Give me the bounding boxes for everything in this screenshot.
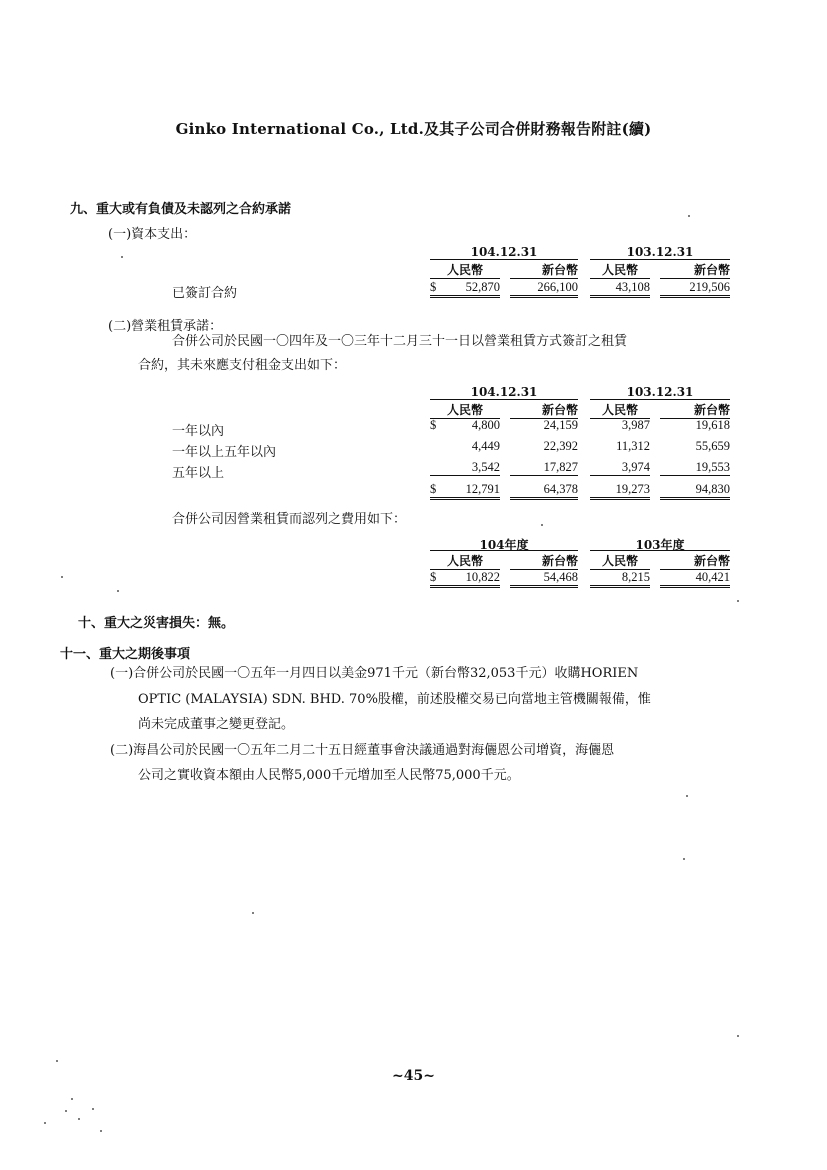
lease-col-1: 人民幣 — [430, 401, 500, 419]
capex-row-label: 已簽訂合約 — [172, 286, 238, 301]
event-2-line-2: 公司之實收資本額由人民幣5,000千元增加至人民幣75,000千元。 — [138, 768, 520, 783]
lease-row-label: 五年以上 — [172, 466, 225, 481]
capex-period-2-rule — [590, 259, 730, 260]
lease-cell: 4,800 — [471, 418, 500, 432]
scan-speck — [100, 1130, 102, 1132]
expense-col-1: 人民幣 — [430, 552, 500, 570]
expense-value-4: 40,421 — [660, 570, 730, 588]
expense-period-2-rule — [590, 550, 730, 551]
scan-speck — [61, 576, 63, 578]
lease-cell: 3,974 — [590, 460, 650, 476]
capex-period-1-rule — [430, 259, 578, 260]
scan-speck — [44, 1122, 46, 1124]
lease-row-label: 一年以上五年以內 — [172, 445, 277, 460]
scan-speck — [92, 1108, 94, 1110]
lease-period-2-rule — [590, 399, 730, 400]
scan-speck — [683, 858, 685, 860]
scan-speck — [737, 600, 739, 602]
capex-col-1: 人民幣 — [430, 261, 500, 279]
lease-cell: 3,987 — [621, 418, 650, 432]
capex-period-2: 103.12.31 — [626, 245, 694, 259]
lease-period-2: 103.12.31 — [626, 385, 694, 399]
expense-currency: $ — [430, 570, 437, 584]
scan-speck — [688, 215, 690, 217]
event-2-line-1: (二)海昌公司於民國一〇五年二月二十五日經董事會決議通過對海儷恩公司增資，海儷恩 — [110, 743, 615, 758]
lease-cell: 22,392 — [543, 439, 578, 453]
capex-label: (一)資本支出： — [108, 227, 197, 242]
lease-currency: $ — [430, 418, 437, 432]
capex-col-3: 人民幣 — [590, 261, 650, 279]
scan-speck — [686, 795, 688, 797]
capex-value-1: 52,870 — [430, 280, 500, 298]
expense-period-1-rule — [430, 550, 578, 551]
expense-period-2: 103年度 — [635, 538, 685, 552]
lease-total: 64,378 — [510, 482, 578, 500]
scan-speck — [78, 1118, 80, 1120]
lease-period-1: 104.12.31 — [470, 385, 538, 399]
lease-period-1-rule — [430, 399, 578, 400]
lease-expense-intro: 合併公司因營業租賃而認列之費用如下： — [172, 512, 407, 527]
lease-cell: 4,449 — [471, 439, 500, 453]
event-1-line-1: (一)合併公司於民國一〇五年一月四日以美金971千元（新台幣32,053千元）收購HORIEN — [110, 666, 639, 681]
capex-period-1: 104.12.31 — [470, 245, 538, 259]
lease-cell: 11,312 — [616, 439, 650, 453]
lease-col-2: 新台幣 — [510, 401, 578, 419]
capex-value-3: 43,108 — [590, 280, 650, 298]
lease-cell: 24,159 — [543, 418, 578, 432]
expense-period-1: 104年度 — [479, 538, 529, 552]
lease-total-currency: $ — [430, 482, 437, 496]
lease-intro-line-1: 合併公司於民國一〇四年及一〇三年十二月三十一日以營業租賃方式簽訂之租賃 — [172, 334, 628, 349]
lease-cell: 3,542 — [430, 460, 500, 476]
lease-cell: 17,827 — [510, 460, 578, 476]
lease-total: 12,791 — [430, 482, 500, 500]
scan-speck — [121, 256, 123, 258]
lease-cell: 55,659 — [695, 439, 730, 453]
scan-speck — [252, 912, 254, 914]
scan-speck — [541, 524, 543, 526]
page-title: Ginko International Co., Ltd.及其子公司合併財務報告附註(續) — [175, 120, 652, 138]
event-1-line-3: 尚未完成董事之變更登記。 — [138, 717, 295, 732]
lease-cell: 19,553 — [660, 460, 730, 476]
scan-speck — [56, 1060, 58, 1062]
expense-col-2: 新台幣 — [510, 552, 578, 570]
expense-col-4: 新台幣 — [660, 552, 730, 570]
expense-value-3: 8,215 — [590, 570, 650, 588]
lease-label: (二)營業租賃承諾： — [108, 319, 223, 334]
scan-speck — [117, 590, 119, 592]
lease-intro-line-2: 合約，其未來應支付租金支出如下： — [138, 358, 347, 373]
expense-col-3: 人民幣 — [590, 552, 650, 570]
lease-total: 94,830 — [660, 482, 730, 500]
capex-col-2: 新台幣 — [510, 261, 578, 279]
event-1-line-2: OPTIC (MALAYSIA) SDN. BHD. 70%股權，前述股權交易已向當地主管機關報備，惟 — [138, 692, 651, 707]
scan-speck — [71, 1098, 73, 1100]
capex-value-2: 266,100 — [510, 280, 578, 298]
capex-value-4: 219,506 — [660, 280, 730, 298]
expense-value-1: 10,822 — [430, 570, 500, 588]
expense-value-2: 54,468 — [510, 570, 578, 588]
lease-total: 19,273 — [590, 482, 650, 500]
lease-col-4: 新台幣 — [660, 401, 730, 419]
capex-currency: $ — [430, 280, 437, 294]
section-11-heading: 十一、重大之期後事項 — [60, 647, 191, 662]
section-10-heading: 十、重大之災害損失：無。 — [78, 616, 235, 631]
lease-col-3: 人民幣 — [590, 401, 650, 419]
capex-col-4: 新台幣 — [660, 261, 730, 279]
lease-cell: 19,618 — [695, 418, 730, 432]
section-9-heading: 九、重大或有負債及未認列之合約承諾 — [70, 202, 292, 217]
scan-speck — [737, 1035, 739, 1037]
page-number: ~45~ — [392, 1068, 435, 1084]
lease-row-label: 一年以內 — [172, 424, 225, 439]
scan-speck — [65, 1110, 67, 1112]
